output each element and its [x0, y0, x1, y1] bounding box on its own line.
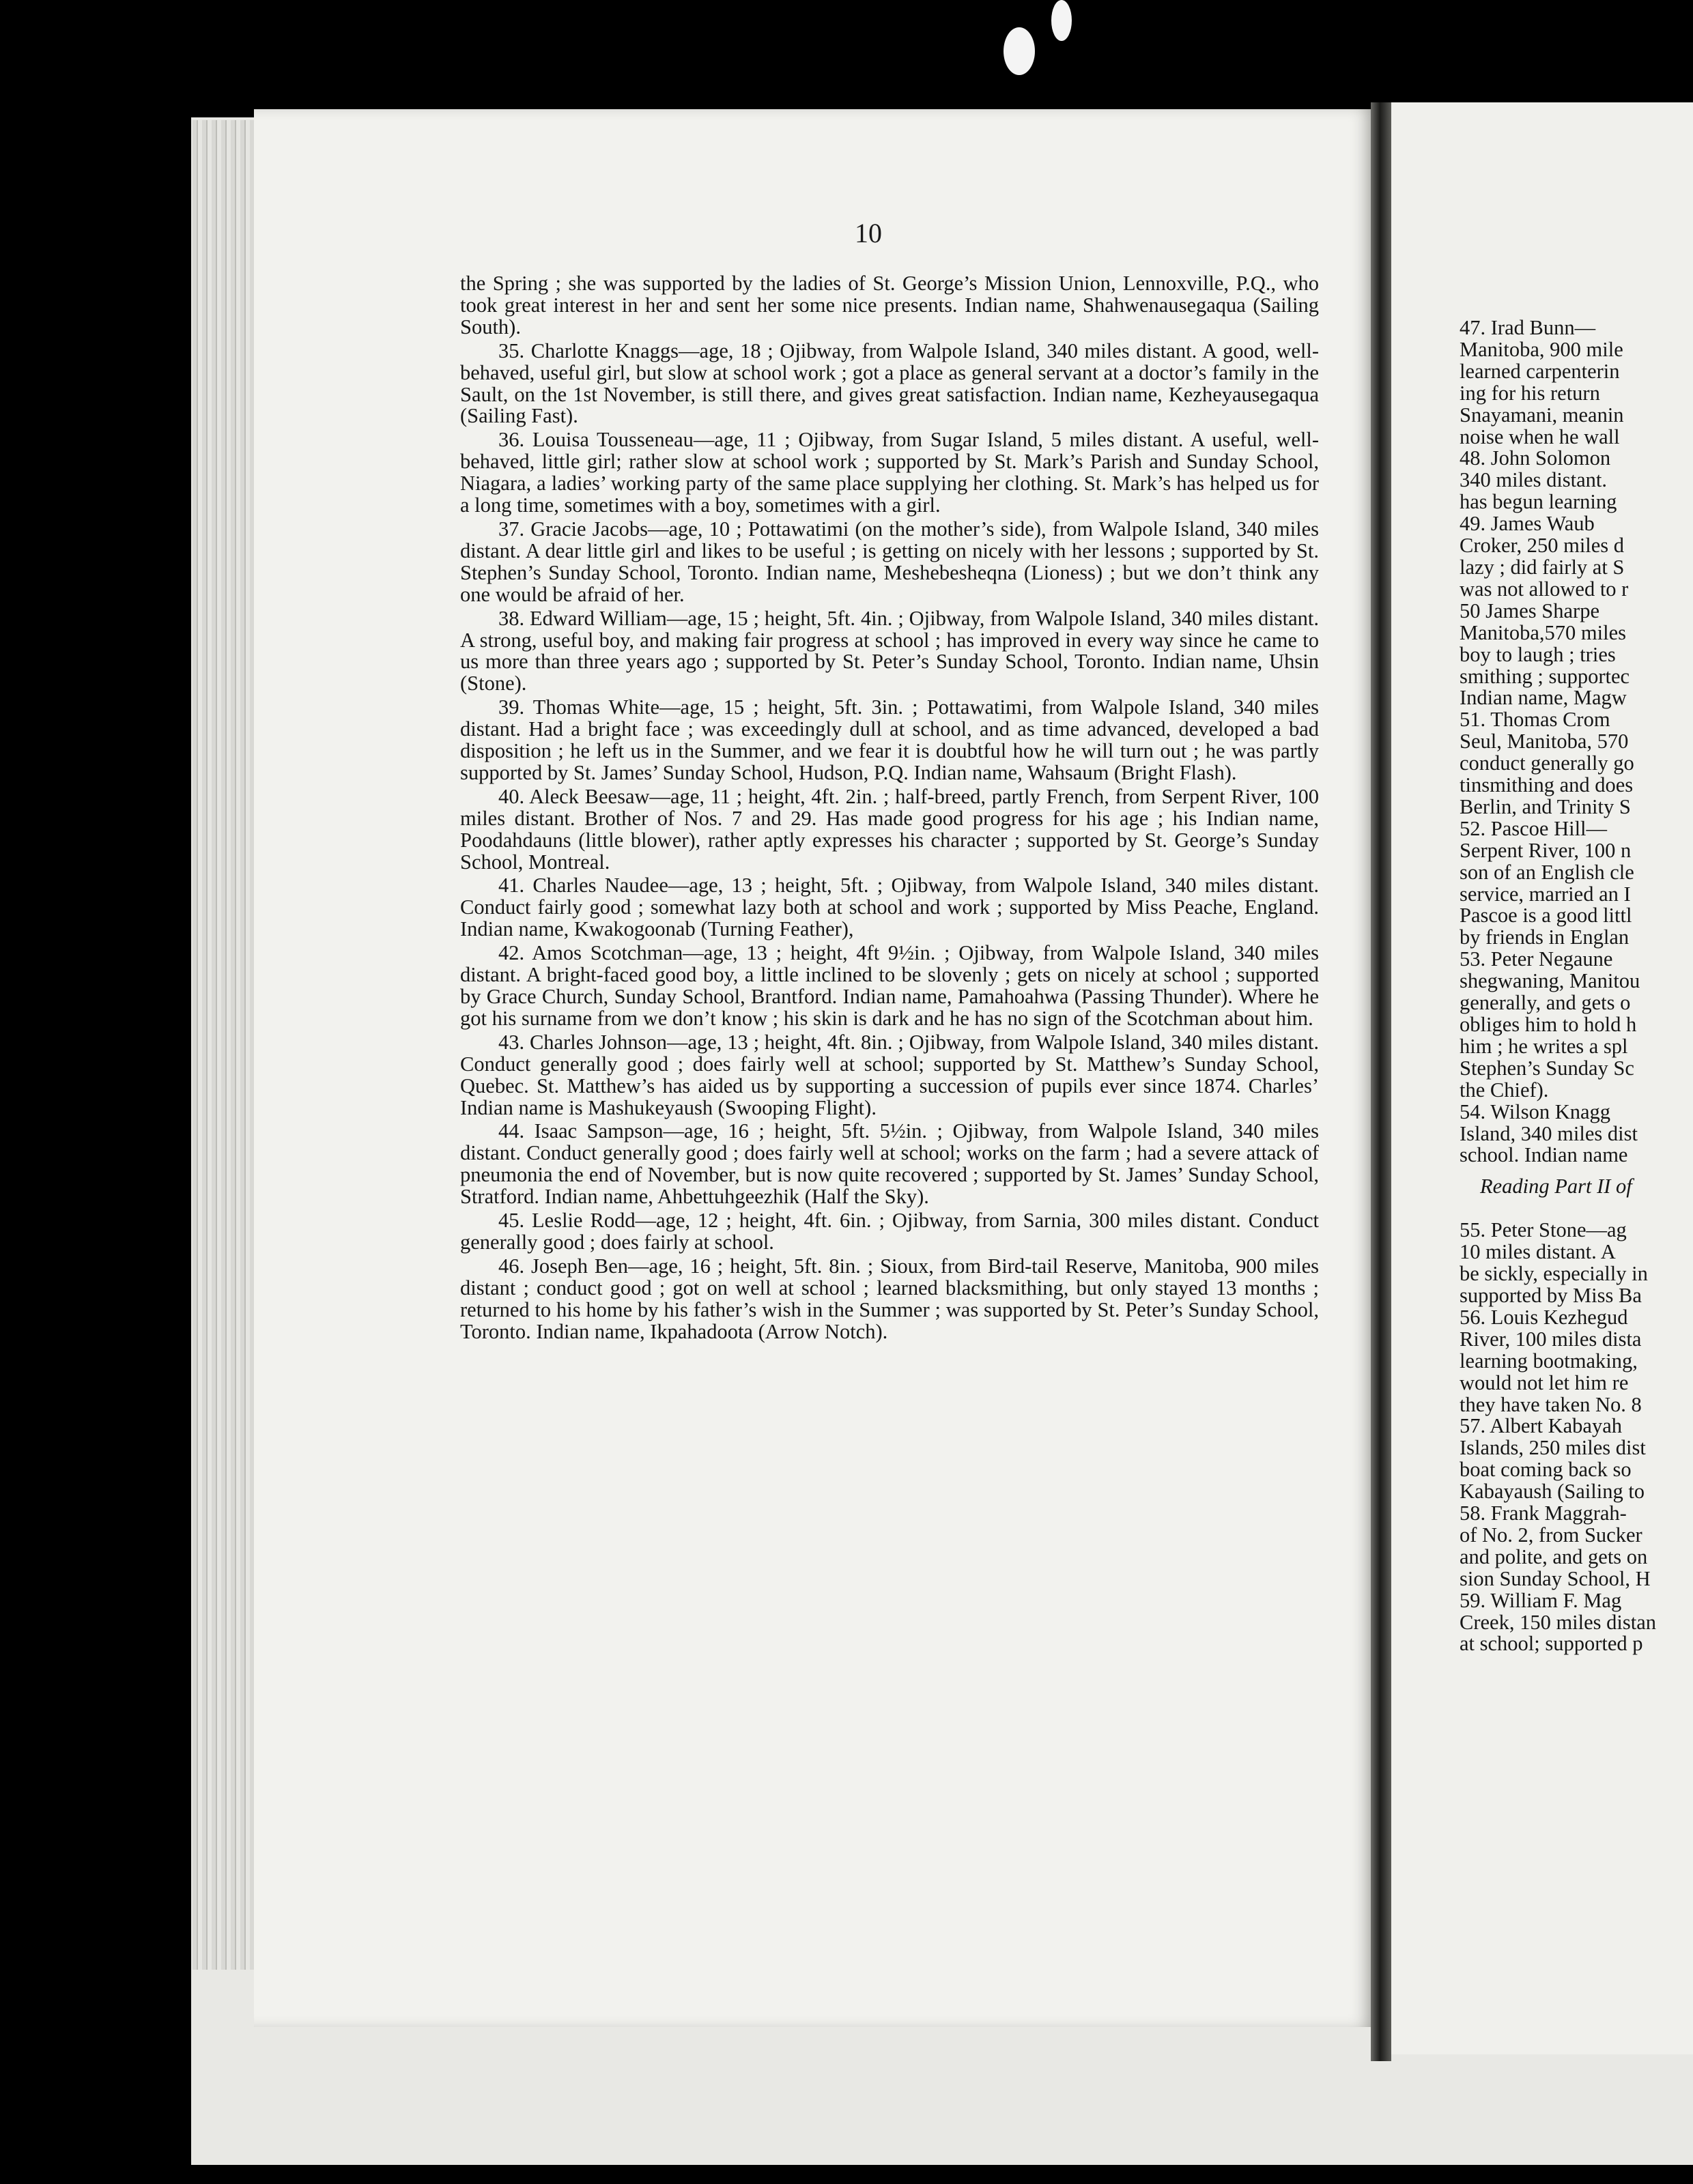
text-line: 53. Peter Negaune: [1460, 947, 1613, 971]
text-line: ing for his return: [1460, 381, 1600, 405]
text-line: smithing ; supportec: [1460, 664, 1630, 688]
entry-paragraph: 44. Isaac Sampson—age, 16 ; height, 5ft. 5½in. ; Ojibway, from Walpole Island, 340 miles distant. Conduct generally good ; does fairly well at school; works on the farm ; had a severe attack of pneumonia the end of November, but is now quite recovered ; supported by St. James’ Sunday School, Stratford. Indian name, Ahbettuhgeezhik (Half the Sky).: [460, 1119, 1319, 1209]
text-line: Berlin, and Trinity S: [1460, 794, 1631, 818]
text-line: school. Indian name: [1460, 1143, 1628, 1167]
text-line: be sickly, especially in: [1460, 1262, 1648, 1286]
book-gutter: [1371, 102, 1391, 2061]
text-line: Stephen’s Sunday Sc: [1460, 1056, 1634, 1080]
page-number: 10: [855, 218, 882, 248]
text-line: Serpent River, 100 n: [1460, 838, 1632, 862]
text-line: Creek, 150 miles distan: [1460, 1610, 1657, 1634]
text-line: 54. Wilson Knagg: [1460, 1100, 1611, 1123]
text-line: Pascoe is a good littl: [1460, 904, 1632, 928]
text-line: 51. Thomas Crom: [1460, 708, 1610, 732]
dust-speck: [1004, 27, 1035, 75]
text-line: 48. John Solomon: [1460, 446, 1611, 470]
text-line: 58. Frank Maggrah-: [1460, 1502, 1627, 1525]
text-line: Croker, 250 miles d: [1460, 534, 1625, 558]
text-line: at school; supported p: [1460, 1632, 1643, 1656]
text-line: would not let him re: [1460, 1370, 1629, 1394]
text-line: obliges him to hold h: [1460, 1013, 1637, 1036]
text-line: 56. Louis Kezhegud: [1460, 1305, 1628, 1329]
text-line: they have taken No. 8: [1460, 1392, 1642, 1416]
text-line: Manitoba, 900 mile: [1460, 337, 1623, 361]
text-line: sion Sunday School, H: [1460, 1566, 1651, 1590]
text-line: 59. William F. Mag: [1460, 1588, 1622, 1612]
text-line: Kabayaush (Sailing to: [1460, 1480, 1645, 1504]
dust-speck: [1051, 0, 1072, 41]
text-line: Indian name, Magw: [1460, 686, 1627, 710]
entry-paragraph: 41. Charles Naudee—age, 13 ; height, 5ft. ; Ojibway, from Walpole Island, 340 miles distant. Conduct fairly good ; somewhat lazy both at school and work ; supported by Miss Peache, England. Indian name, Kwakogoonab (Turning Feather),: [460, 874, 1319, 941]
text-line: son of an English cle: [1460, 860, 1634, 884]
text-line: learned carpenterin: [1460, 359, 1620, 383]
entry-paragraph: 46. Joseph Ben—age, 16 ; height, 5ft. 8in. ; Sioux, from Bird-tail Reserve, Manitoba, 900 miles distant ; conduct good ; got on well at school ; learned blacksmithing, but only stayed 13 months ; returned to his home by his father’s wish in the Summer ; was supported by St. Peter’s Sunday School, Toronto. Indian name, Ikpahadoota (Arrow Notch).: [460, 1254, 1319, 1343]
right-lines-top: [1460, 317, 1693, 1166]
text-line: has begun learning: [1460, 490, 1617, 514]
paragraph-continuation: the Spring ; she was supported by the ladies of St. George’s Mission Union, Lennoxville, P.Q., who took great interest in her and sent her some nice presents. Indian name, Shahwenausegaqua (Sailing South).: [460, 272, 1319, 339]
entry-paragraph: 35. Charlotte Knaggs—age, 18 ; Ojibway, from Walpole Island, 340 miles distant. A good, well-behaved, useful girl, but slow at school work ; got a place as general servant at a doctor’s family in the Sault, on the 1st November, is still there, and gives great satisfaction. Indian name, Kezheyausegaqua (Sailing Fast).: [460, 339, 1319, 428]
text-line: lazy ; did fairly at S: [1460, 555, 1625, 579]
text-line: the Chief).: [1460, 1078, 1549, 1102]
text-line: noise when he wall: [1460, 425, 1620, 448]
text-line: 10 miles distant. A: [1460, 1240, 1616, 1264]
entry-paragraph: 36. Louisa Tousseneau—age, 11 ; Ojibway, from Sugar Island, 5 miles distant. A useful, well-behaved, little girl; rather slow at school work ; supported by St. Mark’s Parish and Sunday School, Niagara, a ladies’ working party of the same place supplying her clothing. St. Mark’s has helped us for a long time, sometimes with a boy, sometimes with a girl.: [460, 428, 1319, 517]
text-line: learning bootmaking,: [1460, 1349, 1638, 1373]
text-line: Manitoba,570 miles: [1460, 620, 1626, 644]
text-line: supported by Miss Ba: [1460, 1283, 1642, 1307]
text-line: service, married an I: [1460, 882, 1631, 906]
entry-paragraph: 40. Aleck Beesaw—age, 11 ; height, 4ft. 2in. ; half-breed, partly French, from Serpent River, 100 miles distant. Brother of Nos. 7 and 29. Has made good progress for his age ; his Indian name, Poodahdauns (little blower), rather aptly expresses his character ; supported by St. George’s Sunday School, Montreal.: [460, 784, 1319, 874]
text-line: 52. Pascoe Hill—: [1460, 816, 1608, 840]
left-page-text: [460, 273, 1319, 1343]
text-line: River, 100 miles dista: [1460, 1327, 1642, 1351]
entry-paragraph: 42. Amos Scotchman—age, 13 ; height, 4ft 9½in. ; Ojibway, from Walpole Island, 340 miles distant. A bright-faced good boy, a little inclined to be slovenly ; gets on nicely at school ; supported by Grace Church, Sunday School, Brantford. Indian name, Pamahoahwa (Passing Thunder). Where he got his surname from we don’t know ; his skin is dark and he has no sign of the Scotchman about him.: [460, 941, 1319, 1030]
entry-paragraph: 38. Edward William—age, 15 ; height, 5ft. 4in. ; Ojibway, from Walpole Island, 340 miles distant. A strong, useful boy, and making fair progress at school ; has improved in every way since he came to us more than three years ago ; supported by St. Peter’s Sunday School, Toronto. Indian name, Uhsin (Stone).: [460, 606, 1319, 695]
text-line: boat coming back so: [1460, 1458, 1632, 1482]
text-line: Islands, 250 miles dist: [1460, 1436, 1646, 1460]
text-line: him ; he writes a spl: [1460, 1034, 1628, 1058]
text-line: by friends in Englan: [1460, 925, 1630, 949]
text-line: of No. 2, from Sucker: [1460, 1523, 1642, 1547]
text-line: generally, and gets o: [1460, 991, 1631, 1015]
entry-paragraph: 45. Leslie Rodd—age, 12 ; height, 4ft. 6in. ; Ojibway, from Sarnia, 300 miles distant. Conduct generally good ; does fairly at school.: [460, 1209, 1319, 1254]
text-line: and polite, and gets on: [1460, 1544, 1648, 1568]
text-line: conduct generally go: [1460, 751, 1634, 775]
text-line: tinsmithing and does: [1460, 773, 1634, 797]
right-page-text: [1460, 317, 1693, 1655]
text-line: 57. Albert Kabayah: [1460, 1414, 1622, 1438]
text-line: Snayamani, meanin: [1460, 403, 1624, 427]
entry-paragraph: 39. Thomas White—age, 15 ; height, 5ft. 3in. ; Pottawatimi, from Walpole Island, 340 miles distant. Had a bright face ; was exceedingly dull at school, and as time advanced, developed a bad disposition ; he left us in the Summer, and we fear it is doubtful how he will turn out ; he was partly supported by St. James’ Sunday School, Hudson, P.Q. Indian name, Wahsaum (Bright Flash).: [460, 695, 1319, 784]
text-line: Seul, Manitoba, 570: [1460, 730, 1629, 753]
entry-paragraph: 37. Gracie Jacobs—age, 10 ; Pottawatimi (on the mother’s side), from Walpole Island, 340 miles distant. A dear little girl and likes to be useful ; is getting on nicely with her lessons ; supported by St. Stephen’s Sunday School, Toronto. Indian name, Meshebesheqna (Lioness) ; but we don’t think any one would be afraid of her.: [460, 517, 1319, 606]
text-line: 49. James Waub: [1460, 512, 1595, 536]
text-line: shegwaning, Manitou: [1460, 969, 1640, 993]
text-line: 47. Irad Bunn—: [1460, 316, 1596, 339]
right-lines-bottom: [1460, 1220, 1693, 1655]
text-line: 55. Peter Stone—ag: [1460, 1218, 1627, 1242]
entry-paragraph: 43. Charles Johnson—age, 13 ; height, 4ft. 8in. ; Ojibway, from Walpole Island, 340 miles distant. Conduct generally good ; does fairly well at school; supported by St. Matthew’s Sunday School, Quebec. St. Matthew’s has aided us by supporting a succession of pupils ever since 1874. Charles’ Indian name is Mashukeyaush (Swooping Flight).: [460, 1030, 1319, 1119]
text-line: Island, 340 miles dist: [1460, 1121, 1638, 1145]
text-line: was not allowed to r: [1460, 577, 1629, 601]
text-line: boy to laugh ; tries: [1460, 642, 1616, 666]
text-line: 50 James Sharpe: [1460, 599, 1599, 622]
section-heading: Reading Part II of: [1480, 1175, 1632, 1198]
text-line: 340 miles distant.: [1460, 468, 1608, 492]
page-edges: [193, 120, 254, 1970]
